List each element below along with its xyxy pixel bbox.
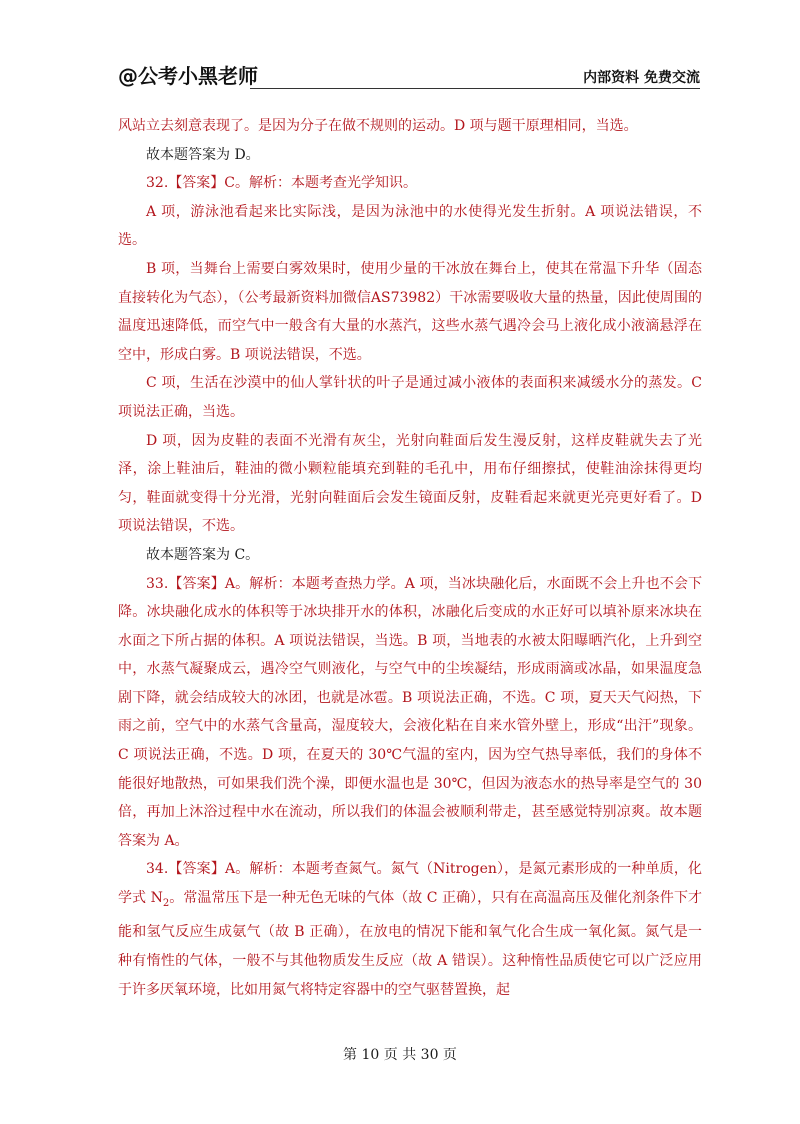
q34-text-part1: 34.【答案】A。解析：本题考查氮气。氮气（Nitrogen），是氮元素形成的一种单质，化学式 N	[118, 861, 702, 907]
paragraph-q32-answer: 32.【答案】C。解析：本题考查光学知识。	[146, 175, 417, 192]
header-note: 内部资料 免费交流	[583, 70, 700, 86]
paragraph-q32-option-d: D 项，因为皮鞋的表面不光滑有灰尘，光射向鞋面后发生漫反射，这样皮鞋就失去了光泽，涂上鞋油后，鞋油的微小颗粒能填充到鞋的毛孔中，用布仔细擦拭，使鞋油涂抹得更均匀，鞋面就变得十分光滑，光射向鞋面后会发生镜面反射，皮鞋看起来就更光亮更好看了。D 项说法错误，不选。	[118, 432, 702, 535]
paragraph-answer-32: 故本题答案为 C。	[146, 546, 260, 563]
q34-text-part2: 。常温常压下是一种无色无味的气体（故 C 正确），只有在高温高压及催化剂条件下才能和氢气反应生成氨气（故 B 正确），在放电的情况下能和氧气化合生成一氧化氮。氮气是一种有惰性的气体，一般不与其他物质发生反应（故 A 错误）。这种惰性品质使它可以广泛应用于许多厌氧环境，比如用氮气将特定容器中的空气驱替置换，起	[118, 890, 702, 998]
paragraph-answer-31: 故本题答案为 D。	[146, 146, 260, 163]
header-rule	[250, 88, 700, 89]
paragraph-q33: 33.【答案】A。解析：本题考查热力学。A 项，当冰块融化后，水面既不会上升也不会下降。冰块融化成水的体积等于冰块排开水的体积，冰融化后变成的水正好可以填补原来冰块在水面之下所占据的体积。A 项说法错误，当选。B 项，当地表的水被太阳曝晒汽化，上升到空中，水蒸气凝聚成云，遇冷空气则液化，与空气中的尘埃凝结，形成雨滴或冰晶，如果温度急剧下降，就会结成较大的冰团，也就是冰雹。B 项说法正确，不选。C 项，夏天天气闷热，下雨之前，空气中的水蒸气含量高，湿度较大，会液化粘在自来水管外壁上，形成“出汗”现象。C 项说法正确，不选。D 项，在夏天的 30℃气温的室内，因为空气热导率低，我们的身体不能很好地散热，可如果我们洗个澡，即便水温也是 30℃，但因为液态水的热导率是空气的 30 倍，再加上沐浴过程中水在流动，所以我们的体温会被顺利带走，甚至感觉特别凉爽。故本题答案为 A。	[118, 575, 702, 849]
brand-title: @公考小黑老师	[118, 64, 258, 88]
document-body	[118, 112, 702, 1004]
paragraph-q32-option-a: A 项，游泳池看起来比实际浅，是因为泳池中的水使得光发生折射。A 项说法错误，不选。	[118, 203, 702, 249]
paragraph-q32-option-c: C 项，生活在沙漠中的仙人掌针状的叶子是通过减小液体的表面积来减缓水分的蒸发。C 项说法正确，当选。	[118, 375, 702, 420]
paragraph-q34	[118, 855, 702, 1004]
paragraph-continuation: 风站立去刻意表现了。是因为分子在做不规则的运动。D 项与题干原理相同，当选。	[118, 118, 638, 134]
page-header	[118, 64, 700, 90]
q34-subscript: 2	[162, 897, 170, 909]
page-footer: 第 10 页 共 30 页	[343, 1047, 457, 1063]
paragraph-q32-option-b: B 项，当舞台上需要白雾效果时，使用少量的干冰放在舞台上，使其在常温下升华（固态直接转化为气态），（公考最新资料加微信AS73982）干冰需要吸收大量的热量，因此使周围的温度迅速降低，而空气中一般含有大量的水蒸汽，这些水蒸气遇冷会马上液化成小液滴悬浮在空中，形成白雾。B 项说法错误，不选。	[118, 260, 702, 363]
